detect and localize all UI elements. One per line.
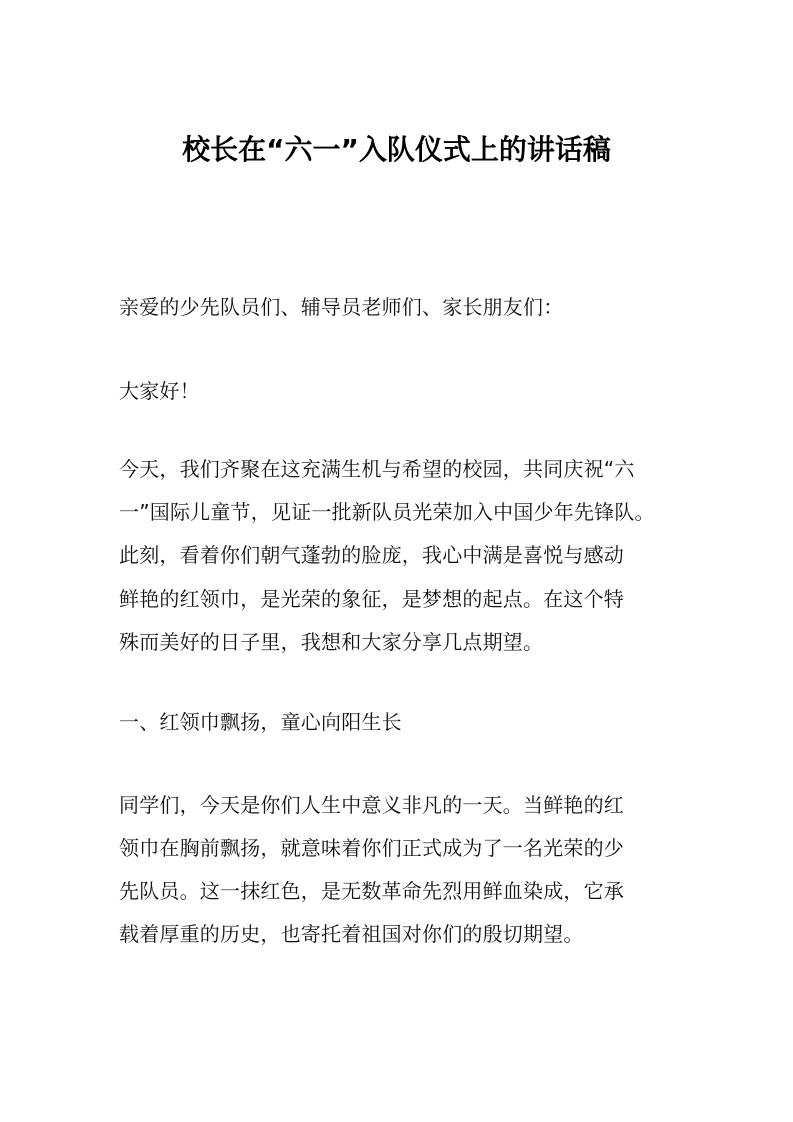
greeting: 大家好！ (119, 379, 200, 403)
paragraph-line: 殊而美好的日子里，我想和大家分享几点期望。 (119, 630, 544, 654)
paragraph-line: 同学们，今天是你们人生中意义非凡的一天。当鲜艳的红 (119, 793, 624, 817)
salutation: 亲爱的少先队员们、辅导员老师们、家长朋友们： (119, 295, 564, 319)
section-heading: 一、红领巾飘扬，童心向阳生长 (119, 710, 402, 734)
paragraph-line: 领巾在胸前飘扬，就意味着你们正式成为了一名光荣的少 (119, 836, 624, 860)
paragraph-line: 今天，我们齐聚在这充满生机与希望的校园，共同庆祝“六 (119, 457, 635, 481)
paragraph-line: 鲜艳的红领巾，是光荣的象征，是梦想的起点。在这个特 (119, 587, 624, 611)
paragraph-line: 载着厚重的历史，也寄托着祖国对你们的殷切期望。 (119, 922, 584, 946)
paragraph-line: 此刻，看着你们朝气蓬勃的脸庞，我心中满是喜悦与感动 (119, 543, 624, 567)
paragraph-line: 一”国际儿童节，见证一批新队员光荣加入中国少年先锋队。 (119, 500, 655, 524)
paragraph-line: 先队员。这一抹红色，是无数革命先烈用鲜血染成，它承 (119, 879, 624, 903)
page-title: 校长在“六一”入队仪式上的讲话稿 (182, 133, 611, 166)
